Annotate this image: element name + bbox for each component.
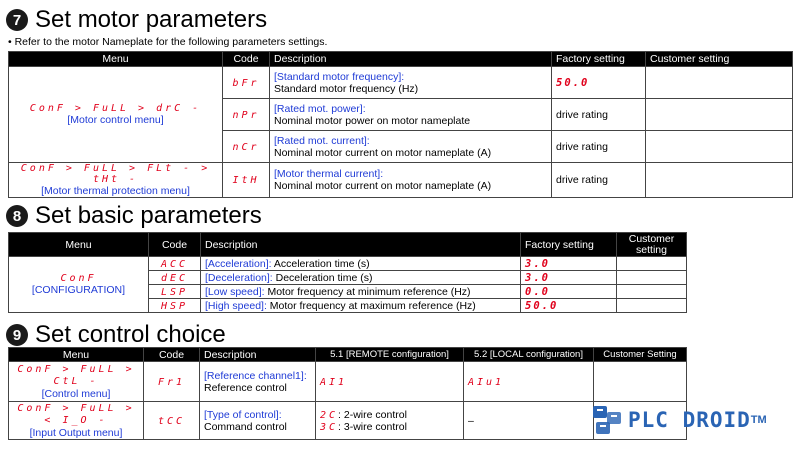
section-9-heading: Set control choice: [35, 321, 226, 348]
param-name: [Motor thermal current]:: [274, 168, 384, 180]
section-9-title: [6, 321, 226, 349]
col-menu: Menu: [9, 233, 149, 257]
control-choice-table: [8, 347, 687, 440]
col-customer: Customer setting: [617, 233, 687, 257]
customer-value[interactable]: [594, 362, 687, 402]
customer-value[interactable]: [646, 99, 793, 131]
param-desc: [200, 402, 316, 440]
logo-trademark: TM: [750, 414, 767, 426]
param-desc: [270, 131, 552, 163]
param-name: [Standard motor frequency]:: [274, 70, 405, 83]
param-text: Nominal motor current on motor nameplate (A): [274, 146, 492, 159]
factory-value: drive rating: [552, 131, 646, 163]
factory-value: 3.0: [525, 271, 550, 284]
param-desc: [201, 285, 521, 299]
section-7-heading: Set motor parameters: [35, 6, 268, 33]
customer-value[interactable]: [646, 67, 793, 99]
factory-value: 0.0: [525, 285, 550, 298]
param-name: [Acceleration]:: [205, 257, 272, 270]
factory-value: drive rating: [552, 99, 646, 131]
param-code: ItH: [232, 175, 260, 186]
param-desc: [270, 99, 552, 131]
param-desc: [270, 163, 552, 198]
col-code: Code: [223, 52, 270, 67]
local-value: –: [464, 402, 594, 440]
param-code: bFr: [232, 77, 260, 89]
basic-parameters-table: [8, 232, 687, 313]
customer-value[interactable]: [617, 299, 687, 313]
menu-label: [CONFIGURATION]: [31, 284, 126, 296]
step-8-badge: 8: [6, 205, 28, 227]
wire-code: 2C: [320, 409, 339, 421]
menu-path: ConF: [60, 273, 97, 284]
col-local: 5.2 [LOCAL configuration]: [464, 348, 594, 362]
plc-droid-logo: [590, 403, 767, 437]
step-9-badge: 9: [6, 324, 28, 346]
factory-value: 3.0: [525, 257, 550, 270]
col-description: Description: [200, 348, 316, 362]
wire-text: : 3-wire control: [338, 420, 407, 433]
section-8-title: [6, 202, 262, 230]
factory-value: drive rating: [552, 163, 646, 198]
param-text: Nominal motor current on motor nameplate (A): [274, 180, 492, 192]
menu-label: [Motor control menu]: [67, 114, 164, 126]
param-desc: [200, 362, 316, 402]
factory-value: 50.0: [525, 299, 559, 312]
param-name: [Deceleration]:: [205, 271, 273, 284]
col-menu: Menu: [9, 348, 144, 362]
menu-cell-motor-control: [9, 67, 223, 163]
param-text: Acceleration time (s): [271, 257, 370, 270]
menu-label: [Motor thermal protection menu]: [41, 185, 190, 197]
remote-value: AI1: [320, 376, 348, 388]
menu-cell-thermal: [9, 163, 223, 198]
param-text: Motor frequency at maximum reference (Hz): [266, 299, 476, 312]
param-desc: [201, 257, 521, 271]
wire-text: : 2-wire control: [338, 408, 407, 421]
remote-value: [316, 402, 464, 440]
param-desc: [201, 299, 521, 313]
param-text: Motor frequency at minimum reference (Hz): [264, 285, 471, 298]
col-description: Description: [201, 233, 521, 257]
col-description: Description: [270, 52, 552, 67]
param-name: [Rated mot. power]:: [274, 102, 366, 115]
menu-path: ConF > FuLL >: [17, 363, 135, 375]
menu-path: ConF > FuLL > drC -: [29, 103, 202, 114]
col-customer: Customer setting: [646, 52, 793, 67]
col-code: Code: [144, 348, 200, 362]
menu-path-sub: < I_O -: [44, 414, 108, 426]
col-code: Code: [149, 233, 201, 257]
col-customer: Customer Setting: [594, 348, 687, 362]
param-code: tCC: [157, 415, 186, 427]
factory-value: 50.0: [556, 76, 590, 89]
motor-parameters-table: [8, 51, 793, 198]
section-7-title: [6, 6, 267, 34]
col-menu: Menu: [9, 52, 223, 67]
param-text: Standard motor frequency (Hz): [274, 82, 419, 95]
param-text: Command control: [204, 420, 287, 433]
param-name: [Reference channel1]:: [204, 369, 307, 382]
param-code: ACC: [160, 258, 189, 270]
param-desc: [201, 271, 521, 285]
param-text: Nominal motor power on motor nameplate: [274, 114, 471, 127]
col-factory: Factory setting: [521, 233, 617, 257]
param-code: Fr1: [157, 376, 186, 388]
menu-cell-io: [9, 402, 144, 440]
col-remote: 5.1 [REMOTE configuration]: [316, 348, 464, 362]
param-code: HSP: [160, 300, 189, 312]
menu-label: [Input Output menu]: [29, 426, 123, 439]
nameplate-note: • Refer to the motor Nameplate for the following parameters settings.: [8, 36, 328, 48]
local-value: AIu1: [468, 376, 505, 388]
menu-path-sub: CtL -: [53, 375, 99, 387]
param-name: [Rated mot. current]:: [274, 134, 370, 147]
col-factory: Factory setting: [552, 52, 646, 67]
param-name: [Low speed]:: [205, 285, 265, 298]
wire-code: 3C: [320, 421, 339, 433]
menu-path: ConF > FuLL > FLt - > tHt -: [20, 163, 211, 185]
param-code: nPr: [232, 109, 260, 121]
param-code: nCr: [232, 141, 260, 153]
param-text: Reference control: [204, 381, 287, 394]
param-name: [High speed]:: [205, 299, 267, 312]
logo-mark-icon: [590, 403, 624, 437]
menu-path: ConF > FuLL >: [17, 402, 135, 414]
customer-value[interactable]: [617, 285, 687, 299]
customer-value[interactable]: [617, 271, 687, 285]
menu-cell-configuration: [9, 257, 149, 313]
param-code: dEC: [160, 272, 189, 284]
section-8-heading: Set basic parameters: [35, 202, 262, 229]
param-desc: [270, 67, 552, 99]
customer-value[interactable]: [617, 257, 687, 271]
logo-text: PLC DROID: [628, 408, 751, 432]
menu-cell-control: [9, 362, 144, 402]
param-name: [Type of control]:: [204, 408, 282, 421]
param-code: LSP: [160, 286, 189, 298]
customer-value[interactable]: [646, 131, 793, 163]
param-text: Deceleration time (s): [272, 271, 373, 284]
customer-value[interactable]: [646, 163, 793, 198]
menu-label: [Control menu]: [41, 387, 111, 400]
step-7-badge: 7: [6, 9, 28, 31]
